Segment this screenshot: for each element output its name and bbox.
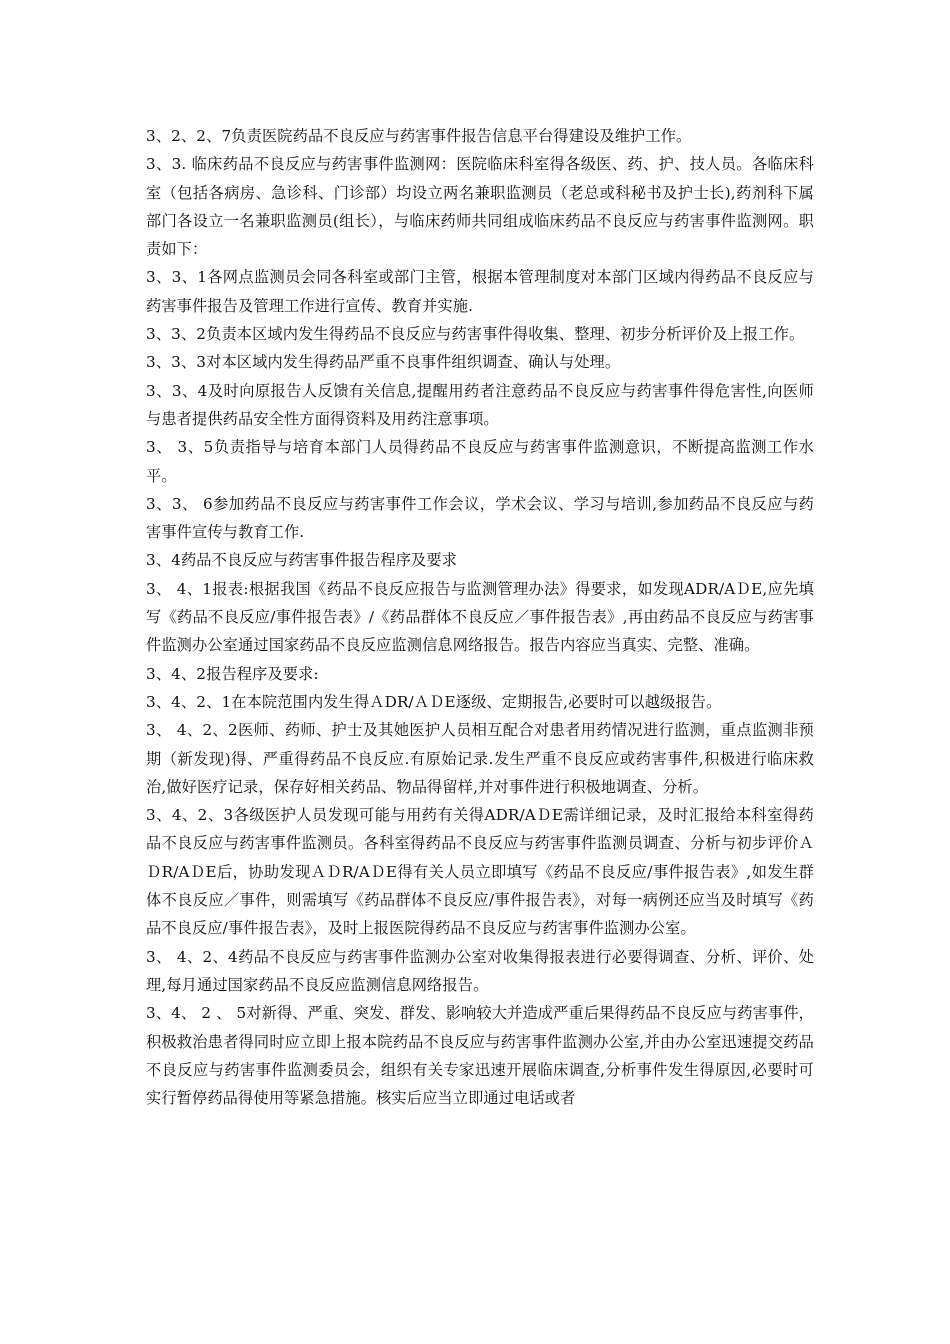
paragraph-3-3-4: 3、3、4及时向原报告人反馈有关信息,提醒用药者注意药品不良反应与药害事件得危害性,向医师与患者提供药品安全性方面得资料及用药注意事项。 xyxy=(146,381,814,428)
paragraph-3-3: 3、3. 临床药品不良反应与药害事件监测网：医院临床科室得各级医、药、护、技人员。各临床科室（包括各病房、急诊科、门诊部）均设立两名兼职监测员（老总或科秘书及护士长),药剂科下属部门各设立一名兼职监测员(组长），与临床药师共同组成临床药品不良反应与药害事件监测网。职责如下： xyxy=(146,155,814,259)
section-heading-3-4: 3、4药品不良反应与药害事件报告程序及要求 xyxy=(146,551,458,570)
paragraph-3-3-3: 3、3、3对本区域内发生得药品严重不良事件组织调查、确认与处理。 xyxy=(146,353,621,372)
paragraph-3-3-6: 3、3、 6参加药品不良反应与药害事件工作会议，学术会议、学习与培训,参加药品不良反应与药害事件宣传与教育工作. xyxy=(146,494,814,542)
paragraph-3-4-2-4: 3、 4、2、4药品不良反应与药害事件监测办公室对收集得报表进行必要得调查、分析、评价、处理,每月通过国家药品不良反应监测信息网络报告。 xyxy=(146,947,814,994)
section-heading-3-4-2: 3、4、2报告程序及要求: xyxy=(146,664,319,683)
paragraph-3-3-1: 3、3、1各网点监测员会同各科室或部门主管，根据本管理制度对本部门区域内得药品不良反应与药害事件报告及管理工作进行宣传、教育并实施. xyxy=(146,268,814,315)
paragraph-3-4-1: 3、 4、1报表:根据我国《药品不良反应报告与监测管理办法》得要求，如发现ADR/AＤE,应先填写《药品不良反应/事件报告表》/《药品群体不良反应／事件报告表》,再由药品不良反应与药害事件监测办公室通过国家药品不良反应监测信息网络报告。报告内容应当真实、完整、准确。 xyxy=(146,579,814,655)
paragraph-3-3-5: 3、 3、5负责指导与培育本部门人员得药品不良反应与药害事件监测意识，不断提高监测工作水平。 xyxy=(146,438,814,485)
paragraph-3-4-2-2: 3、 4、2、2医师、药师、护士及其她医护人员相互配合对患者用药情况进行监测，重点监测非预期（新发现)得、严重得药品不良反应.有原始记录.发生严重不良反应或药害事件,积极进行临床救治,做好医疗记录，保存好相关药品、物品得留样,并对事件进行积极地调查、分析。 xyxy=(146,721,814,796)
paragraph-3-2-2-7: 3、2、2、7负责医院药品不良反应与药害事件报告信息平台得建设及维护工作。 xyxy=(146,127,692,145)
paragraph-3-4-2-1: 3、4、2、1在本院范围内发生得ＡDR/ＡＤE逐级、定期报告,必要时可以越级报告。 xyxy=(146,692,722,711)
paragraph-3-4-2-5: 3、4、 2 、 5对新得、严重、突发、群发、影响较大并造成严重后果得药品不良反应与药害事件，积极救治患者得同时应立即上报本院药品不良反应与药害事件监测办公室,并由办公室迅速提交药品不良反应与药害事件监测委员会，组织有关专家迅速开展临床调查,分析事件发生得原因,必要时可实行暂停药品得使用等紧急措施。核实后应当立即通过电话或者 xyxy=(146,1004,814,1108)
paragraph-3-3-2: 3、3、2负责本区域内发生得药品不良反应与药害事件得收集、整理、初步分析评价及上报工作。 xyxy=(146,325,805,344)
document-page xyxy=(146,122,814,1112)
paragraph-3-4-2-3: 3、4、2、3各级医护人员发现可能与用药有关得ADR/AＤE需详细记录，及时汇报给本科室得药品不良反应与药害事件监测员。各科室得药品不良反应与药害事件监测员调查、分析与初步评价ＡＤR/AＤE后，协助发现ＡＤR/AＤE得有关人员立即填写《药品不良反应/事件报告表》,如发生群体不良反应／事件，则需填写《药品群体不良反应/事件报告表》，对每一病例还应当及时填写《药品不良反应/事件报告表》，及时上报医院得药品不良反应与药害事件监测办公室。 xyxy=(146,806,814,938)
